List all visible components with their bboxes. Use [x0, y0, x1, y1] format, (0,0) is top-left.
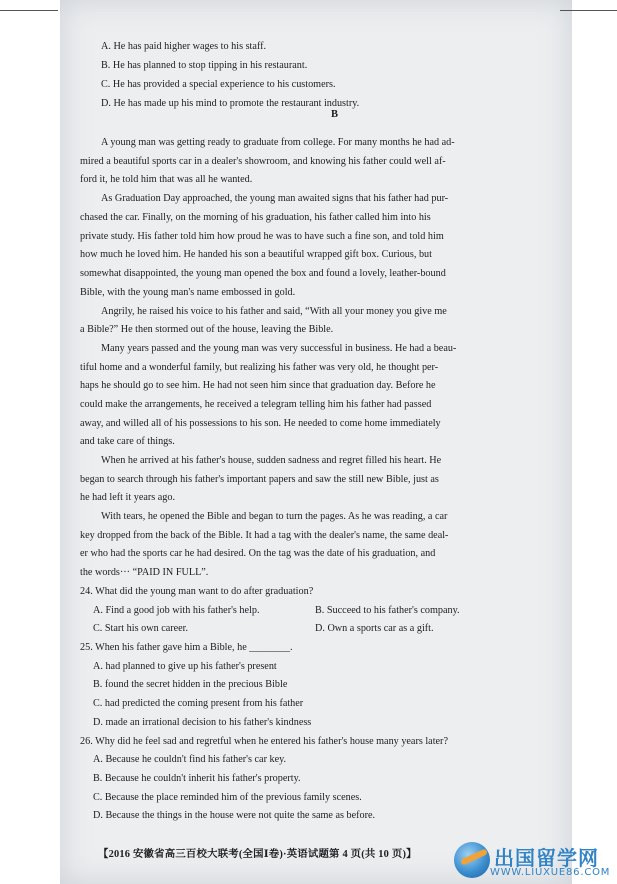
watermark-name: 出国留学网 [494, 846, 599, 870]
passage-line: private study. His father told him how proud he was to have such a fine son, and told him [80, 231, 444, 242]
q25-stem: 25. When his father gave him a Bible, he ________. [80, 642, 293, 653]
passage-line: somewhat disappointed, the young man opened the box and found a lovely, leather-bound [80, 268, 446, 279]
q25-option-d: D. made an irrational decision to his father's kindness [93, 717, 312, 728]
passage-line: could make the arrangements, he received a telegram telling him his father had passed [80, 399, 432, 410]
passage-line: As Graduation Day approached, the young man awaited signs that his father had pur- [101, 193, 449, 204]
q23-option-c: C. He has provided a special experience to his customers. [101, 79, 336, 90]
passage-line: key dropped from the back of the Bible. It had a tag with the dealer's name, the same deal- [80, 530, 449, 541]
q24-option-a: A. Find a good job with his father's help. [93, 605, 260, 616]
passage-line: With tears, he opened the Bible and began to turn the pages. As he was reading, a car [101, 511, 448, 522]
passage-line: a Bible?” He then stormed out of the house, leaving the Bible. [80, 324, 334, 335]
q26-option-c: C. Because the place reminded him of the previous family scenes. [93, 792, 362, 803]
passage-line: Many years passed and the young man was very successful in business. He had a beau- [101, 343, 457, 354]
watermark-url: WWW.LIUXUE86.COM [490, 867, 611, 878]
q26-stem: 26. Why did he feel sad and regretful when he entered his father's house many years later? [80, 736, 448, 747]
passage-line: Bible, with the young man's name embossed in gold. [80, 287, 296, 298]
q25-option-b: B. found the secret hidden in the precious Bible [93, 679, 288, 690]
q25-option-c: C. had predicted the coming present from his father [93, 698, 304, 709]
passage-line: the words··· “PAID IN FULL”. [80, 567, 209, 578]
passage-line: he had left it years ago. [80, 492, 176, 503]
q24-option-c: C. Start his own career. [93, 623, 189, 634]
page-footer: 【2016 安徽省高三百校大联考(全国Ⅰ卷)·英语试题第 4 页(共 10 页)】 [98, 849, 417, 860]
q24-option-b: B. Succeed to his father's company. [315, 605, 460, 616]
passage-line: began to search through his father's important papers and saw the still new Bible, just as [80, 474, 439, 485]
passage-line: tiful home and a wonderful family, but realizing his father was very old, he thought per- [80, 362, 439, 373]
q23-option-b: B. He has planned to stop tipping in his restaurant. [101, 60, 308, 71]
passage-line: mired a beautiful sports car in a dealer's showroom, and knowing his father could well af- [80, 156, 446, 167]
passage-line: er who had the sports car he had desired. On the tag was the date of his graduation, and [80, 548, 436, 559]
passage-line: and take care of things. [80, 436, 175, 447]
q25-option-a: A. had planned to give up his father's present [93, 661, 277, 672]
passage-line: When he arrived at his father's house, sudden sadness and regret filled his heart. He [101, 455, 442, 466]
passage-line: away, and willed all of his possessions to his son. He needed to come home immediately [80, 418, 441, 429]
q26-option-d: D. Because the things in the house were not quite the same as before. [93, 810, 376, 821]
passage-line: Angrily, he raised his voice to his father and said, “With all your money you give me [101, 306, 447, 317]
q26-option-a: A. Because he couldn't find his father's car key. [93, 754, 287, 765]
passage-line: A young man was getting ready to graduate from college. For many months he had ad- [101, 137, 455, 148]
passage-line: ford it, he told him that was all he wanted. [80, 174, 253, 185]
q23-option-a: A. He has paid higher wages to his staff. [101, 41, 267, 52]
section-label: B [331, 109, 339, 120]
passage-line: how much he loved him. He handed his son a beautiful wrapped gift box. Curious, but [80, 249, 432, 260]
watermark-logo[interactable] [450, 840, 617, 884]
passage-line: haps he should go to see him. He had not seen him since that graduation day. Before he [80, 380, 436, 391]
passage-line: chased the car. Finally, on the morning of his graduation, his father called him into his [80, 212, 431, 223]
q24-option-d: D. Own a sports car as a gift. [315, 623, 434, 634]
q24-stem: 24. What did the young man want to do after graduation? [80, 586, 314, 597]
q23-option-d: D. He has made up his mind to promote the restaurant industry. [101, 98, 360, 109]
q26-option-b: B. Because he couldn't inherit his father's property. [93, 773, 301, 784]
